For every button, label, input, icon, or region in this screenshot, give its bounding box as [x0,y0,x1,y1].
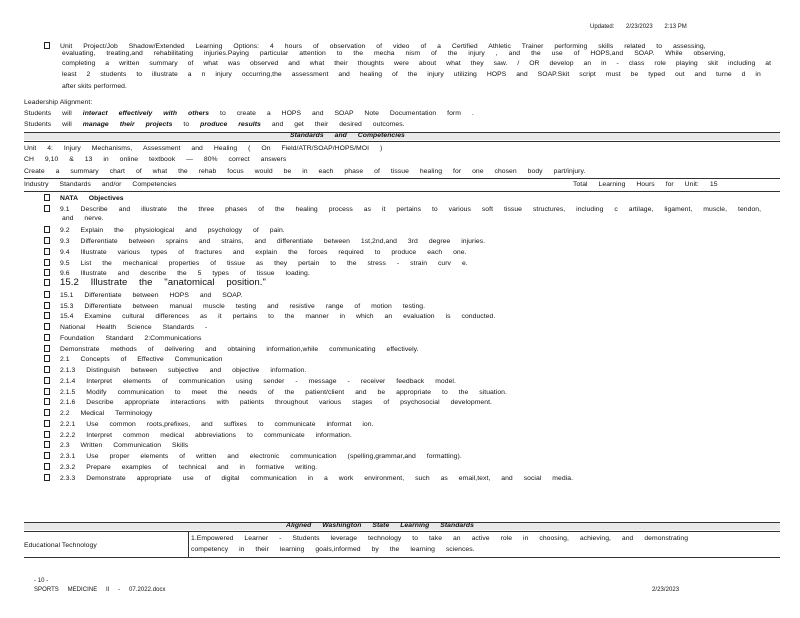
checkbox-icon [44,441,50,448]
unit-project-line: evaluating, treating,and rehabilitating injuries.Paying particular attention to the mecha nism of the injury , and the use of HOPS,and SOAP. While observing, [62,50,726,57]
checkbox-icon [44,463,50,470]
competency-item [44,452,462,461]
checkbox-icon [44,323,50,330]
updated-time: 2:13 PM [664,24,687,30]
competency-item [44,312,495,321]
competency-text: 2.1.6 Describe appropriate interactions with patients throughout various stages of psychosocial development. [60,399,492,407]
competency-item [44,205,761,214]
competency-item [44,388,507,397]
competency-item [62,216,104,223]
competency-item [44,226,285,235]
checkbox-icon [44,334,50,341]
aligned-heading: Aligned Washington State Learning Standards [286,522,474,529]
divider [24,178,780,179]
competency-text: 2.3.2 Prepare examples of technical and in formative writing. [60,463,318,471]
checkbox-icon [44,237,50,244]
checkbox-icon [44,388,50,395]
edtech-line-1: 1.Empowered Learner - Students leverage technology to take an active role in choosing, achieving, and demonstrating [191,535,689,542]
updated-date: 2/23/2023 [626,24,653,30]
unit4-line: Create a summary chart of what the rehab focus would be in each phase of tissue healing for one chosen body part/injury. [24,168,586,175]
leadership-line-2: Students will manage their projects to produce results and get their desired outcomes. [24,121,405,128]
competency-item [44,334,201,343]
competency-text: 15.4 Examine cultural differences as it pertains to the manner in which an evaluation is conducted. [60,313,496,321]
checkbox-icon [44,366,50,373]
competency-text: 2.3.3 Demonstrate appropriate use of digital communication in a work environment, such as email,text, and social media. [60,474,574,482]
competency-text: 2.2 Medical Terminology [60,410,153,417]
competency-text: 9.5 List the mechanical properties of tissue as they pertain to the stress - strain curv e. [60,259,468,267]
competency-item [44,431,352,440]
footer-filename: SPORTS MEDICINE II - 07.2022.docx [34,587,166,593]
checkbox-icon [44,474,50,481]
checkbox-icon [44,409,50,416]
footer-page-number: - 10 - [34,578,49,584]
competency-text: 2.1.5 Modify communication to meet the needs of the patient/client and be appropriate to the situation. [60,388,507,396]
checkbox-icon [44,398,50,405]
competency-item [44,441,188,450]
competency-text: Demonstrate methods of delivering and obtaining information,while communicating effectively. [60,345,419,353]
unit-project-line: after skits performed. [62,83,127,90]
checkbox-icon [44,312,50,319]
competency-item [44,237,485,246]
total-hours [573,182,718,189]
competency-item [44,420,374,429]
header-updated [590,24,687,30]
competency-item [44,366,306,375]
competency-item [44,409,152,418]
checkbox-icon [44,205,50,212]
competency-text: 9.1 Describe and illustrate the three phases of the healing process as it pertains to various soft tissue structures, including c artilage, ligament, muscle, tendon, [60,205,762,213]
unit-project-line: least 2 students to illustrate a n injury occurring,the assessment and healing of the injury utilizing HOPS and SOAP.Skit script must be typed out and turne d in [62,71,761,78]
competency-text: 9.3 Differentiate between sprains and strains, and differentiate between 1st,2nd,and 3rd degree injuries. [60,238,486,245]
checkbox-icon [44,194,50,201]
competency-text: Foundation Standard 2:Communications [60,334,202,342]
competency-text: and nerve. [62,214,104,222]
competency-text: 15.1 Differentiate between HOPS and SOAP. [60,291,243,299]
competency-text: NATA Objectives [60,195,124,202]
competency-text: 2.3 Written Communication Skills [60,442,189,450]
competency-text: 9.4 Illustrate various types of fractures and explain the forces required to produce each one. [60,248,467,256]
unit4-line: CH 9,10 & 13 in online textbook — 80% correct answers [24,156,287,163]
competency-item [44,248,467,257]
competency-item [44,259,468,268]
competency-item [44,323,207,332]
competency-item [44,345,419,354]
checkbox-icon [44,377,50,384]
competency-item [44,474,573,483]
checkbox-icon [44,269,50,276]
industry-label: Industry Standards and/or Competencies [24,181,177,188]
competency-text: 9.6 Illustrate and describe the 5 types of tissue loading. [60,270,310,278]
column-divider [188,531,189,557]
competency-text: 15.3 Differentiate between manual muscle testing and resistive range of motion testing. [60,302,426,310]
unit-project-line: Unit Project/Job Shadow/Extended Learning Options: 4 hours of observation of video of a Certified Athletic Trainer performing skills related to assessing, [44,42,706,51]
competency-item [44,302,425,311]
competency-text: 2.2.2 Interpret common medical abbreviations to communicate information. [60,431,352,439]
checkbox-icon [44,302,50,309]
standards-heading: Standards and Competencies [290,132,405,139]
competency-item [44,377,456,386]
competency-item [44,398,492,407]
competency-item [44,194,124,203]
checkbox-icon [44,279,50,286]
competency-text: 2.1.4 Interpret elements of communication using sender - message - receiver feedback model. [60,377,456,385]
competency-text: National Health Science Standards - [60,324,208,331]
competency-text: 15.2 Illustrate the "anatomical position." [60,277,266,288]
competency-text: 2.2.1 Use common roots,prefixes, and suffixes to communicate informat ion. [60,420,374,428]
total-hours-value: 15 [709,181,718,188]
checkbox-icon [44,42,50,49]
footer-date: 2/23/2023 [652,587,680,593]
competency-text: 2.3.1 Use proper elements of written and electronic communication (spelling,grammar,and formatting). [60,453,462,460]
checkbox-icon [44,431,50,438]
checkbox-icon [44,452,50,459]
competency-text: 2.1.3 Distinguish between subjective and objective information. [60,367,307,374]
leadership-title: Leadership Alignment: [24,99,93,106]
unit4-line: Unit 4: Injury Mechanisms, Assessment and Healing ( On Field/ATR/SOAP/HOPS/MOI ) [24,145,383,152]
divider [24,141,780,142]
competency-text: 2.1 Concepts of Effective Communication [60,356,223,364]
divider [24,557,780,558]
total-hours-label: Total Learning Hours for Unit: [573,181,699,188]
competency-text: 9.2 Explain the physiological and psychology of pain. [60,227,285,235]
leadership-line-1: Students will interact effectively with others to create a HOPS and SOAP Note Documentation form . [24,110,474,117]
checkbox-icon [44,248,50,255]
checkbox-icon [44,291,50,298]
divider [24,531,780,532]
competency-item [44,355,223,364]
edtech-line-2: competency in their learning goals,informed by the learning sciences. [191,546,475,553]
competency-item [44,463,317,472]
unit-project-line: completing a written summary of what was observed and what their thoughts were about what they saw. / OR develop an in - class role playing skit including at [62,60,772,67]
updated-label: Updated: [590,24,615,30]
checkbox-icon [44,226,50,233]
competency-item [44,291,242,300]
edtech-label: Educational Technology [24,542,97,549]
checkbox-icon [44,420,50,427]
divider [24,191,780,192]
competency-item [44,278,266,288]
checkbox-icon [44,345,50,352]
checkbox-icon [44,355,50,362]
checkbox-icon [44,259,50,266]
